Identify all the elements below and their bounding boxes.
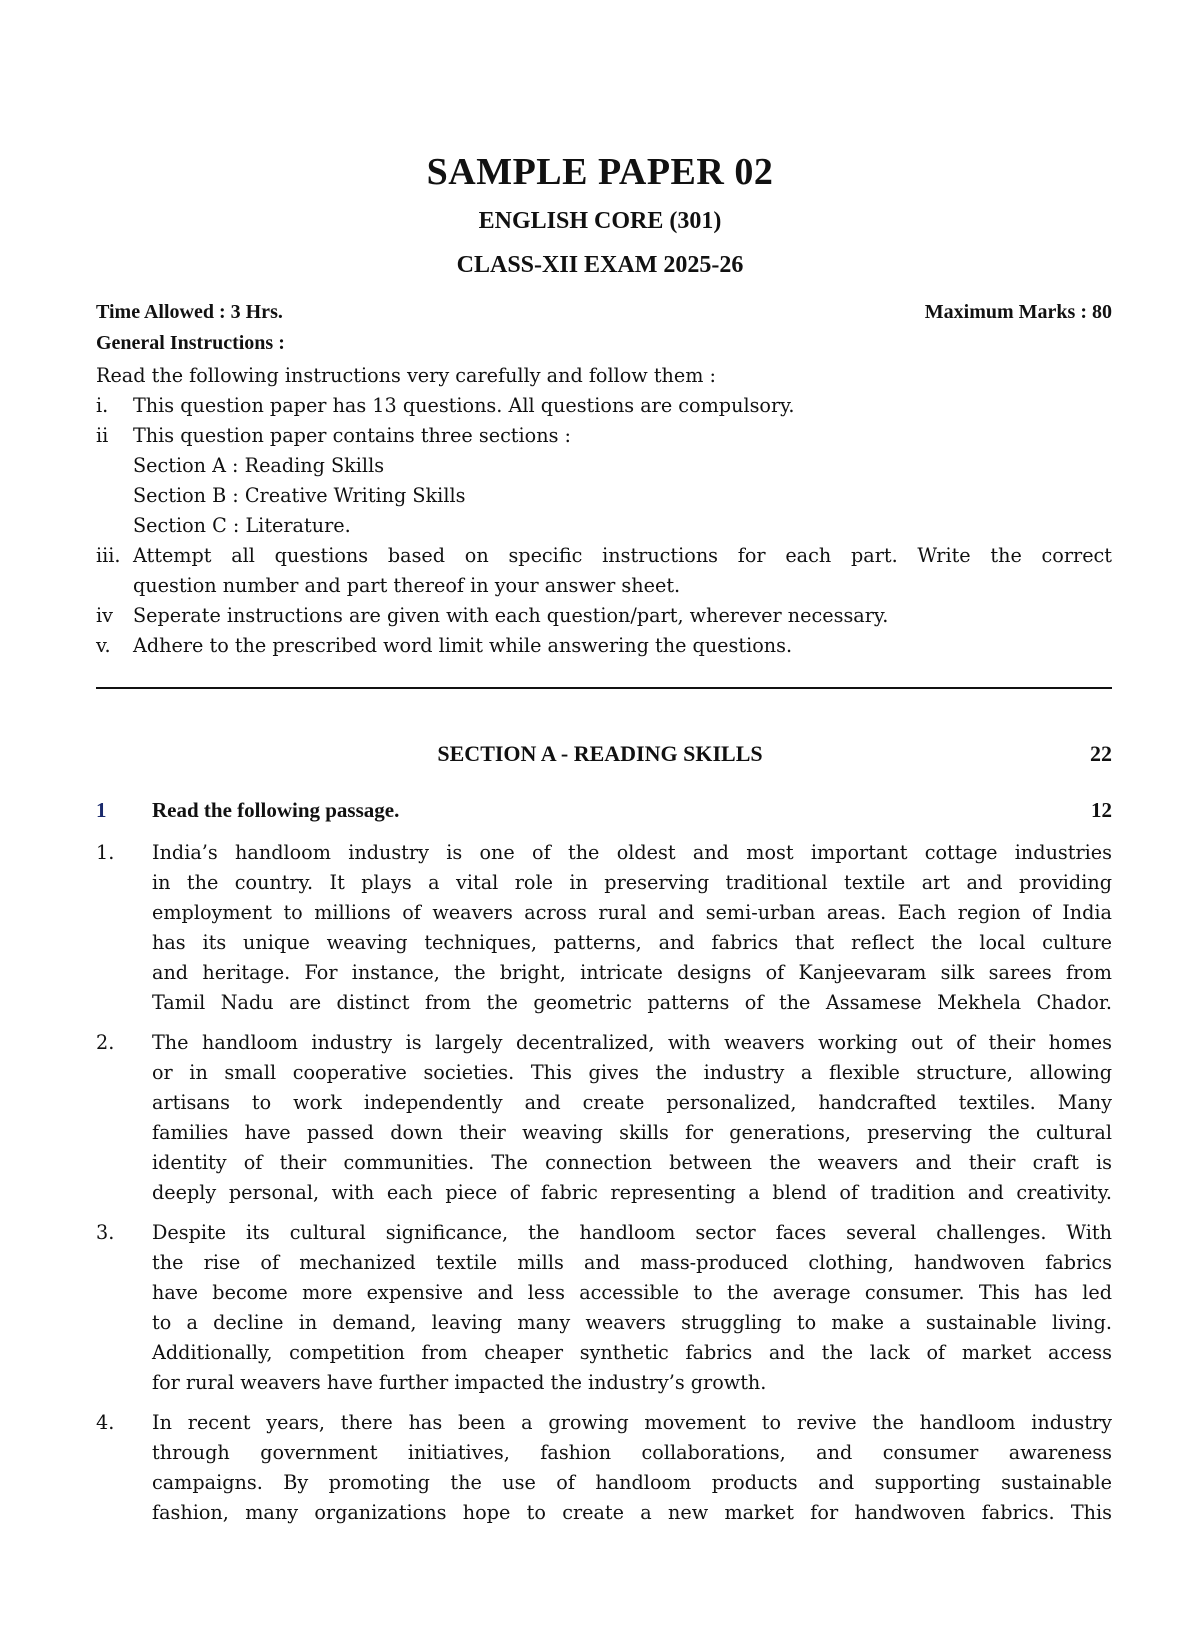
paragraph-line: through government initiatives, fashion collaborations, and consumer awareness: [152, 1441, 1112, 1464]
section-list-item: Section B : Creative Writing Skills: [133, 484, 466, 507]
paragraph-line: campaigns. By promoting the use of handloom products and supporting sustainable: [152, 1471, 1112, 1494]
paragraph-line: In recent years, there has been a growing movement to revive the handloom industry: [152, 1411, 1112, 1434]
instruction-text: This question paper contains three sections :: [133, 424, 571, 447]
instruction-number: iii.: [96, 544, 121, 567]
question-marks: 12: [1091, 798, 1112, 822]
paragraph-number: 3.: [96, 1221, 115, 1244]
paragraph-line: Tamil Nadu are distinct from the geometric patterns of the Assamese Mekhela Chador.: [152, 991, 1112, 1014]
paragraph-line: fashion, many organizations hope to create a new market for handwoven fabrics. This: [152, 1501, 1112, 1524]
instruction-text-continued: question number and part thereof in your answer sheet.: [133, 574, 681, 597]
paragraph-number: 4.: [96, 1411, 115, 1434]
paragraph-number: 1.: [96, 841, 115, 864]
paragraph-line: in the country. It plays a vital role in preserving traditional textile art and providing: [152, 871, 1112, 894]
paragraph-line: for rural weavers have further impacted the industry’s growth.: [152, 1371, 767, 1394]
paragraph-line: Additionally, competition from cheaper synthetic fabrics and the lack of market access: [152, 1341, 1112, 1364]
instruction-number: iv: [96, 604, 113, 627]
instruction-text: Adhere to the prescribed word limit while answering the questions.: [133, 634, 793, 657]
instruction-text: This question paper has 13 questions. All questions are compulsory.: [133, 394, 795, 417]
maximum-marks: Maximum Marks : 80: [924, 301, 1112, 323]
paragraph-line: artisans to work independently and create personalized, handcrafted textiles. Many: [152, 1091, 1112, 1114]
question-number: 1: [96, 798, 107, 822]
paper-title: SAMPLE PAPER 02: [426, 151, 774, 193]
paragraph-number: 2.: [96, 1031, 115, 1054]
section-a-marks: 22: [1090, 741, 1112, 766]
paragraph-line: have become more expensive and less accessible to the average consumer. This has led: [152, 1281, 1112, 1304]
paragraph: [152, 1028, 1112, 1208]
paragraph-line: to a decline in demand, leaving many weavers struggling to make a sustainable living.: [152, 1311, 1112, 1334]
instruction-number: ii: [96, 424, 109, 447]
paragraph-line: employment to millions of weavers across rural and semi-urban areas. Each region of India: [152, 901, 1112, 924]
instruction-number: v.: [96, 634, 111, 657]
section-list-item: Section A : Reading Skills: [133, 454, 385, 477]
paragraph-line: or in small cooperative societies. This gives the industry a flexible structure, allowing: [152, 1061, 1112, 1084]
instruction-number: i.: [96, 394, 109, 417]
class-exam-title: CLASS-XII EXAM 2025-26: [456, 252, 744, 278]
paragraph-line: identity of their communities. The connection between the weavers and their craft is: [152, 1151, 1112, 1174]
instructions-heading: General Instructions :: [96, 332, 285, 354]
section-list-item: Section C : Literature.: [133, 514, 351, 537]
paragraph-line: India’s handloom industry is one of the oldest and most important cottage industries: [152, 841, 1112, 864]
paragraph-line: The handloom industry is largely decentralized, with weavers working out of their homes: [152, 1031, 1112, 1054]
subject-title: ENGLISH CORE (301): [478, 208, 722, 234]
divider-rule: [96, 687, 1112, 689]
section-a-heading: SECTION A - READING SKILLS: [437, 741, 763, 766]
time-allowed: Time Allowed : 3 Hrs.: [96, 301, 283, 323]
paragraph-line: Despite its cultural significance, the handloom sector faces several challenges. With: [152, 1221, 1112, 1244]
paragraph-line: has its unique weaving techniques, patterns, and fabrics that reflect the local culture: [152, 931, 1112, 954]
paragraph: [152, 1218, 1112, 1398]
question-text: Read the following passage.: [152, 798, 400, 822]
instruction-text: Attempt all questions based on specific instructions for each part. Write the correct: [133, 544, 1112, 567]
paragraph-line: families have passed down their weaving skills for generations, preserving the cultural: [152, 1121, 1112, 1144]
paragraph-line: and heritage. For instance, the bright, intricate designs of Kanjeevaram silk sarees from: [152, 961, 1112, 984]
paragraph: [152, 1408, 1112, 1528]
instruction-text: Seperate instructions are given with each question/part, wherever necessary.: [133, 604, 889, 627]
paragraph-line: the rise of mechanized textile mills and mass-produced clothing, handwoven fabrics: [152, 1251, 1112, 1274]
instructions-intro: Read the following instructions very carefully and follow them :: [96, 364, 717, 387]
paragraph-line: deeply personal, with each piece of fabric representing a blend of tradition and creativity.: [152, 1181, 1112, 1204]
paragraph: [152, 838, 1112, 1018]
